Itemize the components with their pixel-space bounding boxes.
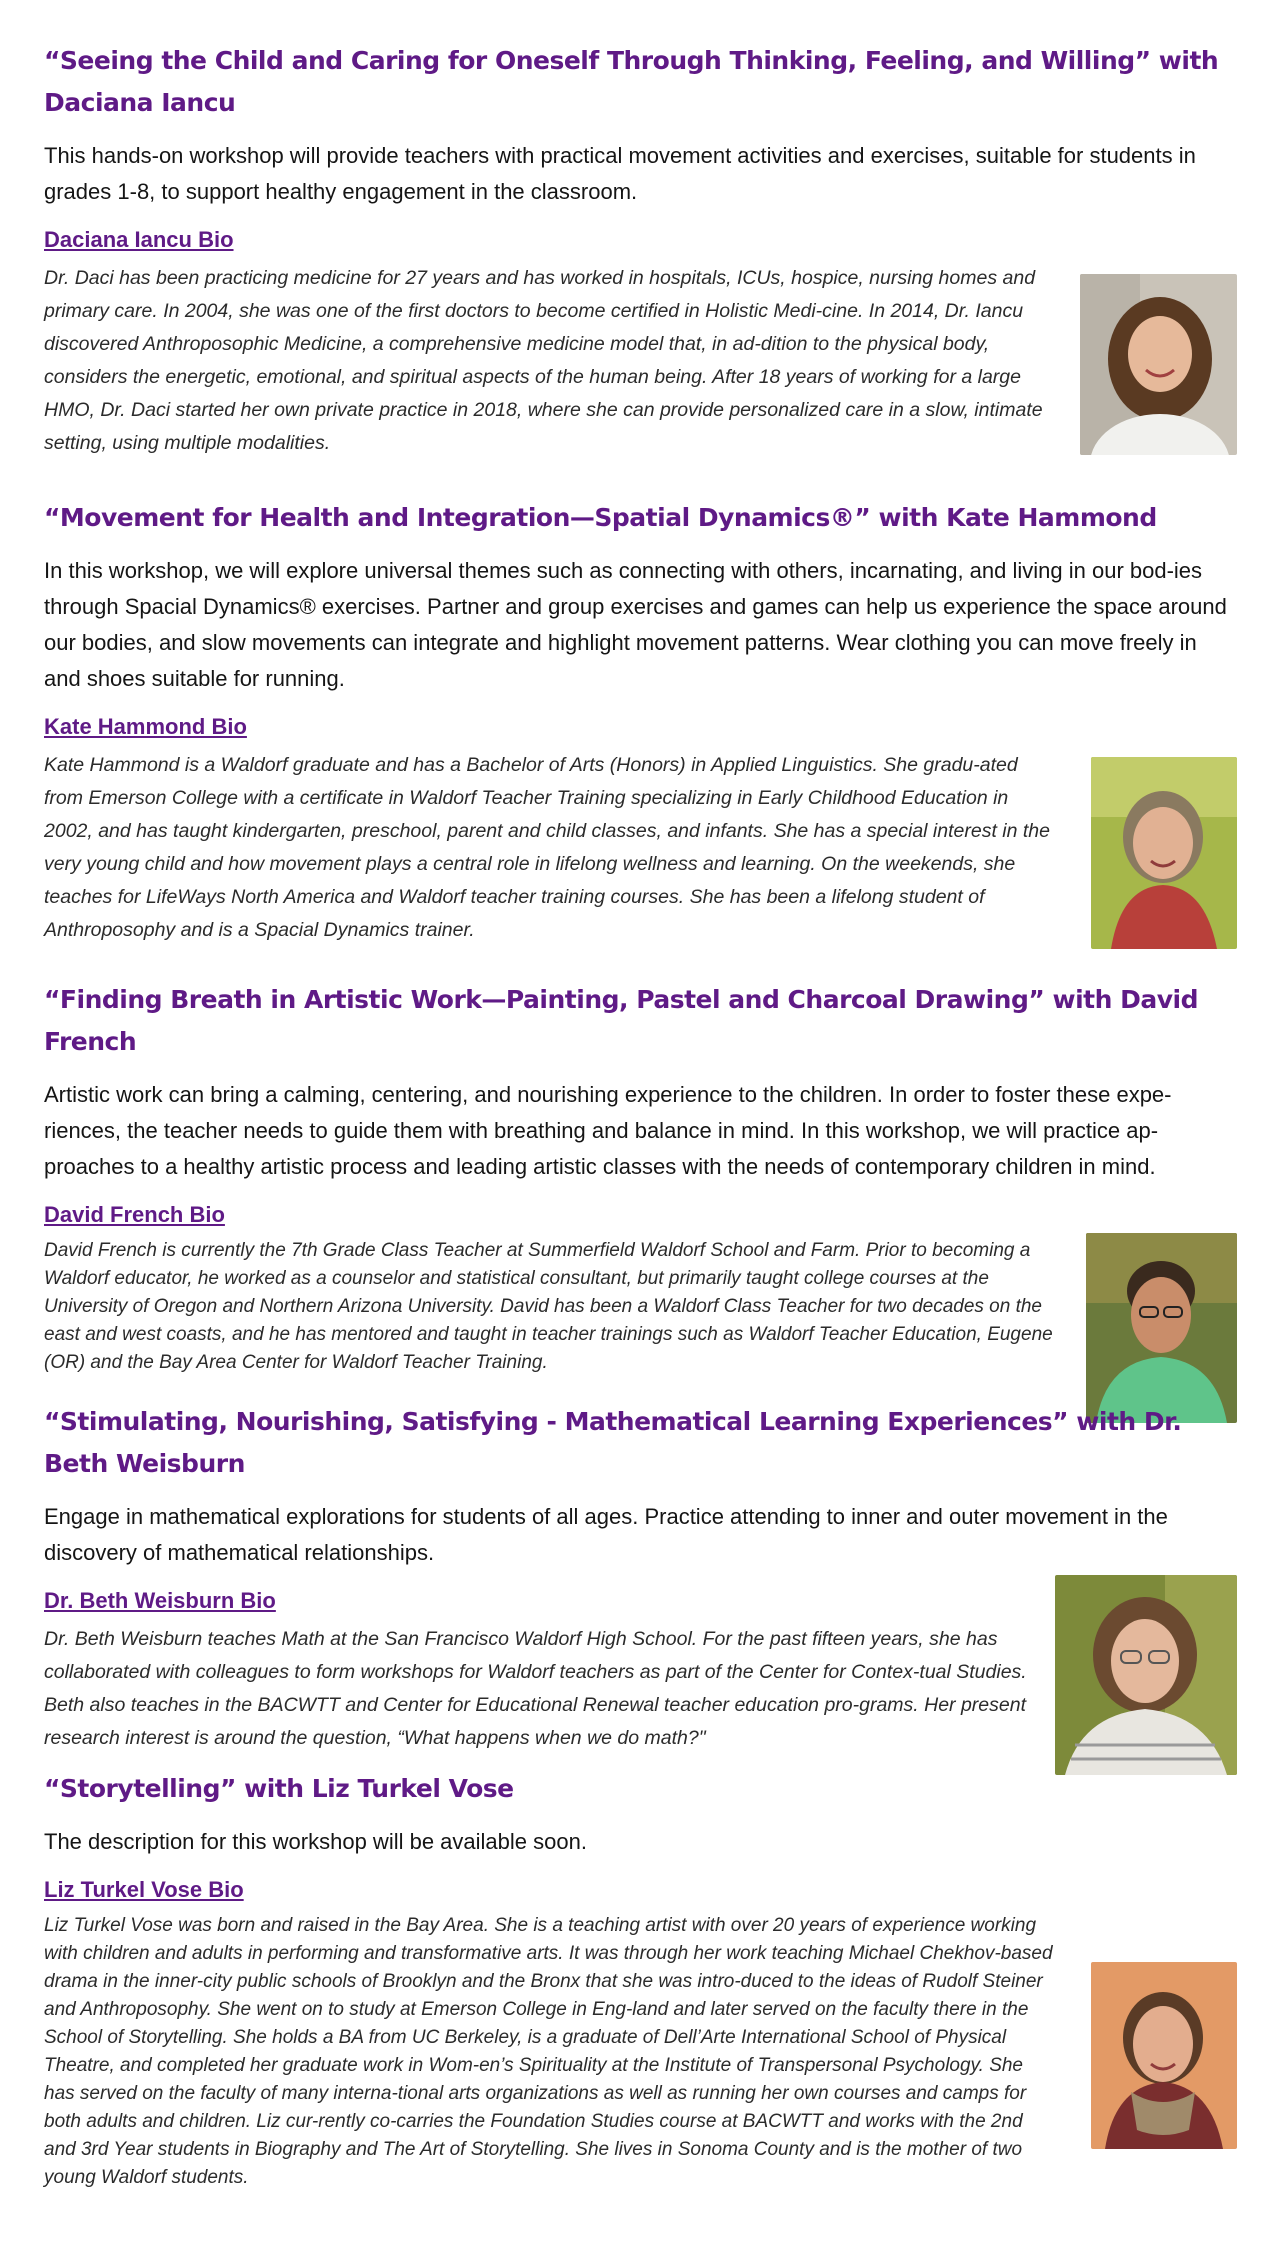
bio-link-daciana-iancu[interactable]: Daciana Iancu Bio <box>44 227 234 252</box>
workshop-title: “Seeing the Child and Caring for Oneself Through Thinking, Feeling, and Willing” with Daciana Iancu <box>44 46 1219 117</box>
bio-row <box>44 1623 1237 1755</box>
bio-text: David French is currently the 7th Grade Class Teacher at Summerfield Waldorf School and Farm. Prior to becoming a Waldorf educator, he worked as a counselor and statistical consultant, but primarily taught college courses at the University of Oregon and Northern Arizona University. David has been a Waldorf Class Teacher for two decades on the east and west coasts, and he has mentored and taught in teacher trainings such as Waldorf Teacher Education, Eugene (OR) and the Bay Area Center for Waldorf Teacher Training. <box>44 1240 1053 1373</box>
portrait-icon <box>1091 757 1237 949</box>
portrait-icon <box>1055 1575 1237 1775</box>
workshop-description: The description for this workshop will be available soon. <box>44 1829 587 1854</box>
workshop-description: This hands-on workshop will provide teachers with practical movement activities and exercises, suitable for students in grades 1-8, to support healthy engagement in the classroom. <box>44 143 1196 204</box>
bio-text: Liz Turkel Vose was born and raised in the Bay Area. She is a teaching artist with over 20 years of experience working with children and adults in performing and transformative arts. It was through her work teaching Michael Chekhov-based drama in the inner-city public schools of Brooklyn and the Bronx that she was intro-duced to the ideas of Rudolf Steiner and Anthroposophy. She went on to study at Emerson College in Eng-land and later served on the faculty there in the School of Storytelling. She holds a BA from UC Berkeley, is a graduate of Dell’Arte International School of Physical Theatre, and completed her graduate work in Wom-en’s Spirituality at the Institute of Transpersonal Psychology. She has served on the faculty of many interna-tional arts organizations as well as running her own courses and camps for both adults and children. Liz cur-rently co-carries the Foundation Studies course at BACWTT and works with the 2nd and 3rd Year students in Biography and The Art of Storytelling. She lives in Sonoma County and is the mother of two young Waldorf students. <box>44 1915 1053 2188</box>
workshop-title: “Finding Breath in Artistic Work—Painting, Pastel and Charcoal Drawing” with David French <box>44 985 1198 1056</box>
workshop-description: Engage in mathematical explorations for students of all ages. Practice attending to inner and outer movement in the discovery of mathematical relationships. <box>44 1504 1168 1565</box>
portrait-icon <box>1091 1962 1237 2149</box>
workshop-beth-weisburn <box>44 1401 1237 1755</box>
workshop-title: “Stimulating, Nourishing, Satisfying - Mathematical Learning Experiences” with Dr. Beth Weisburn <box>44 1407 1182 1478</box>
bio-link-liz-turkel-vose[interactable]: Liz Turkel Vose Bio <box>44 1877 244 1902</box>
workshop-kate-hammond <box>44 497 1237 947</box>
workshop-daciana-iancu <box>44 40 1237 460</box>
workshop-title: “Storytelling” with Liz Turkel Vose <box>44 1774 514 1803</box>
bio-text: Kate Hammond is a Waldorf graduate and has a Bachelor of Arts (Honors) in Applied Linguistics. She gradu-ated from Emerson College with a certificate in Waldorf Teacher Training specializing in Early Childhood Education in 2002, and has taught kindergarten, preschool, parent and child classes, and infants. She has a special interest in the very young child and how movement plays a central role in lifelong wellness and learning. On the weekends, she teaches for LifeWays North America and Waldorf teacher training courses. She has been a lifelong student of Anthroposophy and is a Spacial Dynamics trainer. <box>44 754 1050 941</box>
portrait-icon <box>1080 274 1237 455</box>
workshop-description: Artistic work can bring a calming, centering, and nourishing experience to the children. In order to foster these expe-riences, the teacher needs to guide them with breathing and balance in mind. In this workshop, we will practice ap-proaches to a healthy artistic process and leading artistic classes with the needs of contemporary children in mind. <box>44 1082 1172 1179</box>
bio-text: Dr. Beth Weisburn teaches Math at the San Francisco Waldorf High School. For the past fifteen years, she has collaborated with colleagues to form workshops for Waldorf teachers as part of the Center for Contex-tual Studies. Beth also teaches in the BACWTT and Center for Educational Renewal teacher education pro-grams. Her present research interest is around the question, “What happens when we do math?" <box>44 1628 1027 1749</box>
bio-link-kate-hammond[interactable]: Kate Hammond Bio <box>44 714 247 739</box>
workshop-liz-turkel-vose <box>44 1768 1237 2192</box>
bio-link-beth-weisburn[interactable]: Dr. Beth Weisburn Bio <box>44 1588 276 1613</box>
bio-row <box>44 1912 1237 2192</box>
bio-text: Dr. Daci has been practicing medicine for 27 years and has worked in hospitals, ICUs, hospice, nursing homes and primary care. In 2004, she was one of the first doctors to become certified in Holistic Medi-cine. In 2014, Dr. Iancu discovered Anthroposophic Medicine, a comprehensive medicine model that, in ad-dition to the physical body, considers the energetic, emotional, and spiritual aspects of the human being. After 18 years of working for a large HMO, Dr. Daci started her own private practice in 2018, where she can provide personalized care in a slow, intimate setting, using multiple modalities. <box>44 267 1043 454</box>
bio-row <box>44 262 1237 460</box>
workshop-title: “Movement for Health and Integration—Spatial Dynamics®” with Kate Hammond <box>44 503 1157 532</box>
bio-row <box>44 1237 1237 1377</box>
workshop-description: In this workshop, we will explore universal themes such as connecting with others, incarnating, and living in our bod-ies through Spacial Dynamics® exercises. Partner and group exercises and games can help us experience the space around our bodies, and slow movements can integrate and highlight movement patterns. Wear clothing you can move freely in and shoes suitable for running. <box>44 558 1227 691</box>
portrait-icon <box>1086 1233 1237 1423</box>
workshop-david-french <box>44 979 1237 1377</box>
bio-row <box>44 749 1237 947</box>
bio-link-david-french[interactable]: David French Bio <box>44 1202 225 1227</box>
